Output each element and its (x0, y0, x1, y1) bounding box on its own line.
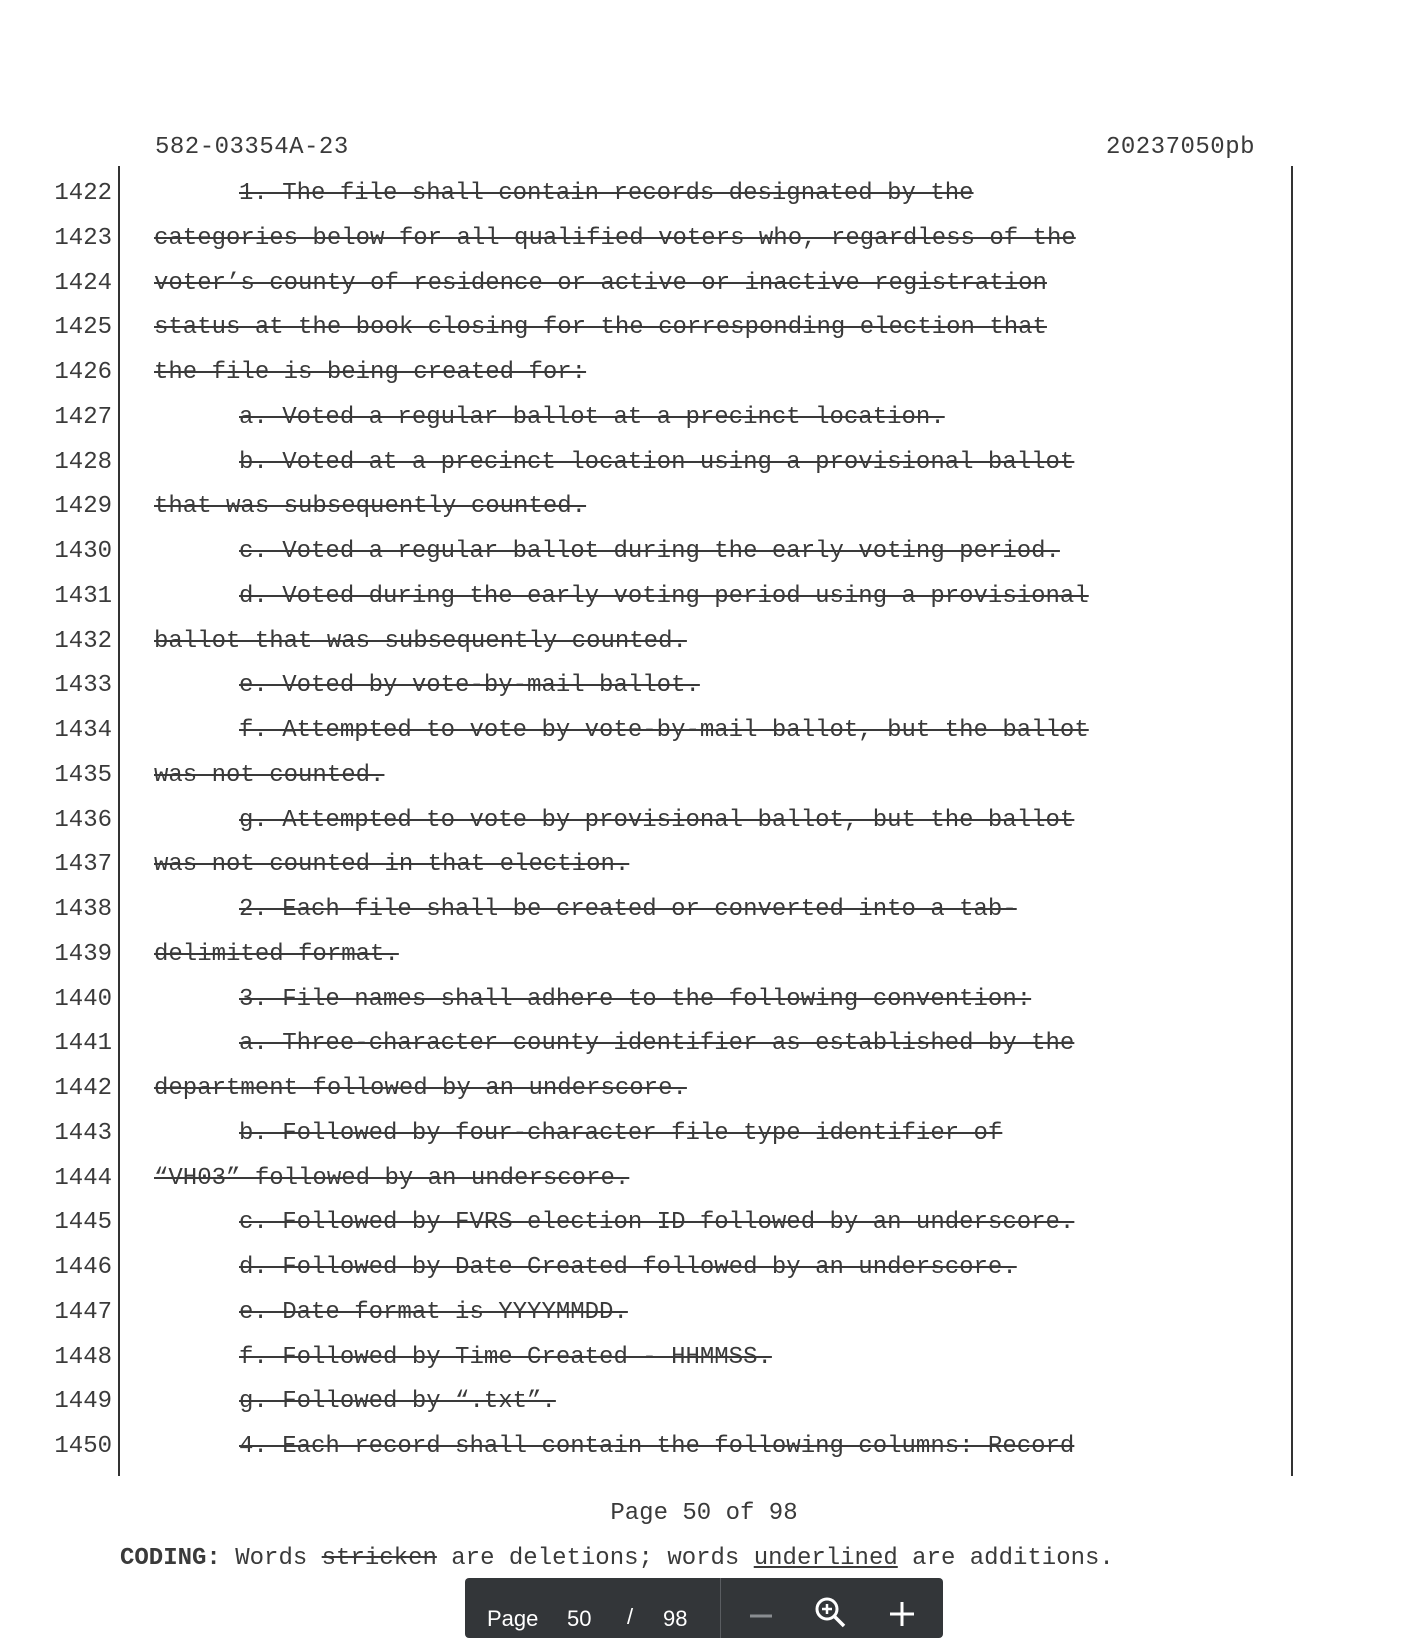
bill-line (0, 1203, 1408, 1248)
line-number: 1450 (54, 1433, 112, 1460)
toolbar-divider (720, 1578, 721, 1638)
line-number: 1423 (54, 224, 112, 252)
stricken-line-text: a. Voted a regular ballot at a precinct location. (239, 403, 945, 431)
bill-line (0, 890, 1408, 935)
stricken-line-text: c. Voted a regular ballot during the early voting period. (239, 538, 1060, 565)
stricken-line-text: d. Followed by Date Created followed by an underscore. (239, 1254, 1017, 1281)
line-number: 1447 (54, 1298, 112, 1326)
bill-line (0, 666, 1408, 711)
bill-line (0, 443, 1408, 488)
stricken-line-text: g. Followed by “.txt”. (239, 1388, 556, 1416)
zoom-in-button[interactable] (884, 1592, 920, 1632)
line-number: 1439 (54, 940, 112, 968)
bill-line (0, 264, 1408, 309)
bill-line (0, 935, 1408, 980)
stricken-line-text: e. Date format is YYYYMMDD. (239, 1298, 628, 1326)
line-number: 1434 (54, 717, 112, 744)
bill-line (0, 1159, 1408, 1204)
line-number: 1432 (54, 627, 112, 655)
bill-line (0, 219, 1408, 264)
bill-identifier: 20237050pb (1105, 134, 1255, 161)
stricken-line-text: b. Followed by four-character file type identifier of (239, 1119, 1003, 1147)
stricken-line-text: f. Followed by Time Created - HHMMSS. (239, 1343, 772, 1371)
bill-line (0, 577, 1408, 622)
line-number: 1441 (54, 1030, 112, 1058)
stricken-line-text: status at the book closing for the corresponding election that (154, 314, 1047, 342)
bill-line (0, 1338, 1408, 1383)
stricken-line-text: department followed by an underscore. (154, 1075, 687, 1102)
line-number: 1424 (54, 269, 112, 297)
stricken-line-text: 3. File names shall adhere to the following convention: (239, 985, 1032, 1013)
bill-line (0, 711, 1408, 756)
line-number: 1438 (54, 896, 112, 923)
line-number: 1442 (54, 1075, 112, 1102)
line-number: 1428 (54, 448, 112, 476)
stricken-line-text: 1. The file shall contain records designated by the (239, 180, 974, 207)
coding-legend (120, 1545, 1114, 1572)
line-number: 1430 (54, 538, 112, 565)
bill-line (0, 1024, 1408, 1069)
toolbar-page-label: Page (487, 1606, 539, 1631)
stricken-line-text: 4. Each record shall contain the following columns: Record (239, 1433, 1075, 1460)
line-number: 1445 (54, 1209, 112, 1237)
zoom-out-button[interactable] (743, 1592, 779, 1632)
stricken-line-text: b. Voted at a precinct location using a provisional ballot (239, 448, 1075, 476)
bill-line (0, 1114, 1408, 1159)
page-label: Page 50 of 98 (610, 1500, 798, 1527)
bill-text-body (0, 174, 1408, 1472)
line-number: 1429 (54, 493, 112, 521)
coding-text-2: are deletions; words (436, 1545, 754, 1572)
bill-line (0, 1069, 1408, 1114)
coding-label: CODING: (120, 1545, 221, 1572)
line-number: 1440 (54, 985, 112, 1013)
stricken-line-text: a. Three-character county identifier as established by the (239, 1030, 1075, 1058)
line-number: 1436 (54, 806, 112, 834)
bill-line (0, 308, 1408, 353)
total-pages: 98 (663, 1606, 688, 1631)
stricken-line-text: the file is being created for: (154, 359, 587, 386)
fit-zoom-button[interactable] (812, 1592, 848, 1632)
bill-line (0, 487, 1408, 532)
stricken-line-text: “VH03” followed by an underscore. (154, 1164, 630, 1192)
line-number: 1427 (54, 403, 112, 431)
stricken-line-text: voter’s county of residence or active or inactive registration (154, 269, 1047, 297)
line-number: 1446 (54, 1254, 112, 1281)
stricken-line-text: c. Followed by FVRS election ID followed by an underscore. (239, 1209, 1075, 1237)
bill-line (0, 353, 1408, 398)
line-number: 1443 (54, 1119, 112, 1147)
page-separator: / (627, 1604, 634, 1629)
coding-text-3: are additions. (897, 1545, 1114, 1572)
coding-text-1: Words (220, 1545, 322, 1572)
bill-line (0, 845, 1408, 890)
line-number: 1444 (54, 1164, 112, 1192)
line-number: 1425 (54, 314, 112, 342)
coding-stricken-word: stricken (321, 1545, 437, 1572)
minus-icon (747, 1598, 775, 1626)
zoom-magnifier-icon (813, 1595, 847, 1629)
stricken-line-text: categories below for all qualified voters who, regardless of the (154, 224, 1076, 252)
line-number: 1433 (54, 672, 112, 700)
bill-line (0, 801, 1408, 846)
page-number-input[interactable]: 50 (567, 1606, 592, 1631)
stricken-line-text: was not counted in that election. (154, 851, 630, 879)
bill-line (0, 1427, 1408, 1472)
stricken-line-text: g. Attempted to vote by provisional ballot, but the ballot (239, 806, 1075, 834)
bill-line (0, 174, 1408, 219)
bill-line (0, 756, 1408, 801)
line-number: 1431 (54, 582, 112, 610)
bill-line (0, 1248, 1408, 1293)
document-code: 582-03354A-23 (155, 134, 349, 161)
stricken-line-text: that was subsequently counted. (154, 493, 587, 521)
stricken-line-text: was not counted. (154, 761, 385, 789)
bill-line (0, 532, 1408, 577)
line-number: 1437 (54, 851, 112, 879)
stricken-line-text: delimited format. (154, 940, 399, 968)
bill-line (0, 980, 1408, 1025)
line-number: 1426 (54, 359, 112, 386)
stricken-line-text: 2. Each file shall be created or converted into a tab- (239, 896, 1017, 923)
line-number: 1448 (54, 1343, 112, 1371)
stricken-line-text: ballot that was subsequently counted. (154, 627, 687, 655)
bill-line (0, 622, 1408, 667)
line-number: 1422 (54, 180, 112, 207)
plus-icon (887, 1597, 917, 1627)
bill-line (0, 1293, 1408, 1338)
line-number: 1449 (54, 1388, 112, 1416)
stricken-line-text: d. Voted during the early voting period using a provisional (239, 582, 1089, 610)
stricken-line-text: f. Attempted to vote by vote-by-mail ballot, but the ballot (239, 717, 1089, 744)
stricken-line-text: e. Voted by vote-by-mail ballot. (239, 672, 700, 700)
coding-underlined-word: underlined (753, 1545, 898, 1572)
pdf-viewer-toolbar (465, 1578, 943, 1638)
bill-line (0, 1382, 1408, 1427)
bill-line (0, 398, 1408, 443)
line-number: 1435 (54, 761, 112, 789)
